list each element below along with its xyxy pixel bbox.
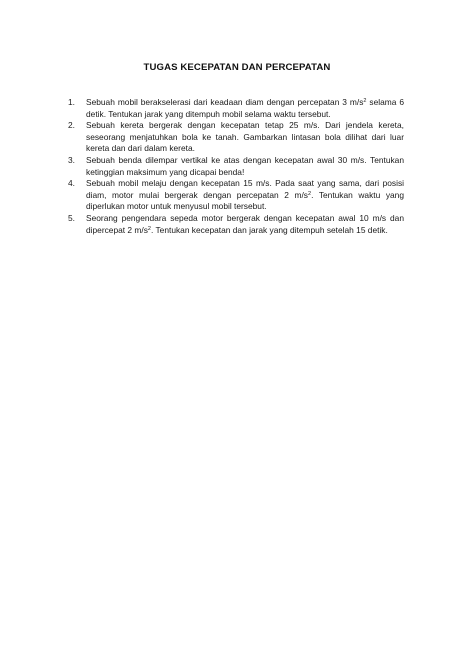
text-segment: selama 6 detik. Tentukan jarak yang ditempuh mobil selama waktu tersebut. — [86, 97, 404, 119]
superscript: 2 — [308, 190, 312, 197]
superscript: 2 — [363, 98, 367, 104]
question-item — [68, 97, 404, 120]
question-number: 4. — [68, 178, 75, 189]
question-item — [68, 213, 404, 236]
question-text — [86, 213, 404, 235]
superscript: 2 — [147, 225, 151, 232]
document-title: TUGAS KECEPATAN DAN PERCEPATAN — [143, 62, 331, 73]
text-segment: Sebuah mobil berakselerasi dari keadaan diam dengan percepatan 3 m/s — [86, 97, 364, 107]
question-number: 5. — [68, 212, 75, 223]
text-segment: . Tentukan waktu yang diperlukan motor untuk menyusul mobil tersebut. — [86, 189, 404, 212]
text-segment: Sebuah kereta bergerak dengan kecepatan tetap 25 m/s. Dari jendela kereta, seseorang menjatuhkan bola ke tanah. Gambarkan lintasan bola dilihat dari luar kereta dan dari dalam kereta. — [86, 120, 404, 154]
text-segment: Sebuah mobil melaju dengan kecepatan 15 m/s. Pada saat yang sama, dari posisi diam, motor mulai bergerak dengan percepatan 2 m/s — [86, 178, 404, 200]
question-number: 2. — [68, 120, 75, 131]
question-number: 3. — [68, 154, 75, 165]
question-text — [86, 97, 404, 119]
text-segment: Sebuah benda dilempar vertikal ke atas dengan kecepatan awal 30 m/s. Tentukan ketinggian maksimum yang dicapai benda! — [86, 154, 404, 177]
question-text — [86, 155, 404, 177]
question-item — [68, 178, 404, 213]
question-list — [68, 97, 404, 236]
question-item — [68, 155, 404, 178]
question-number: 1. — [68, 97, 75, 107]
question-item — [68, 120, 404, 155]
question-text — [86, 120, 404, 153]
text-segment: . Tentukan kecepatan dan jarak yang ditempuh setelah 15 detik. — [150, 224, 388, 235]
text-segment: Seorang pengendara sepeda motor bergerak dengan kecepatan awal 10 m/s dan dipercepat 2 m/s — [86, 212, 404, 235]
question-text — [86, 178, 404, 211]
